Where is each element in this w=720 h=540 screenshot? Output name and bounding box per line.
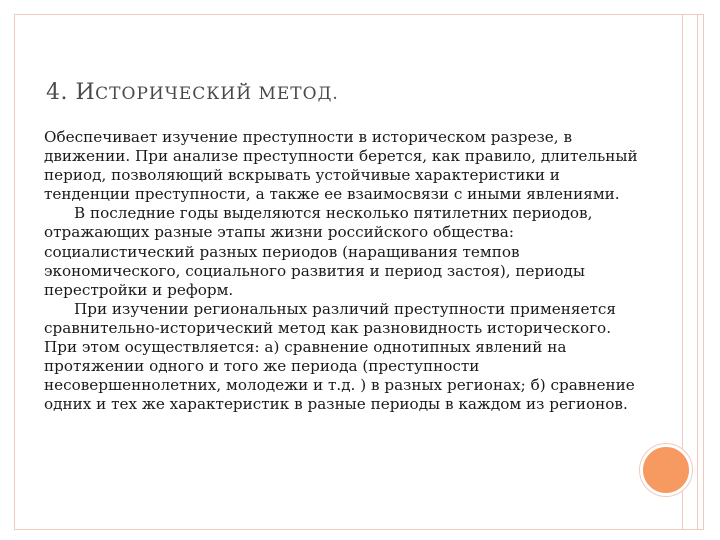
title-first-letter: И	[75, 80, 96, 105]
title-number: 4.	[46, 80, 76, 105]
title-rest: СТОРИЧЕСКИЙ МЕТОД.	[95, 84, 339, 104]
paragraph-3: При изучении региональных различий преступности применяется сравнительно-исторический метод как разновидность исторического. При этом осуществляется: а) сравнение однотипных явлений на протяжении одного и того же периода (преступности несовершеннолетних, молодежи и т.д. ) в разных регионах; б) сравнение одних и тех же характеристик в разные периоды в каждом из регионов.	[44, 299, 635, 414]
paragraph-2: В последние годы выделяются несколько пятилетних периодов, отражающих разные этапы жизни российского общества: социалистический разных периодов (наращивания темпов экономического, социального развития и период застоя), периоды перестройки и реформ.	[44, 204, 593, 299]
slide-body	[44, 128, 644, 414]
paragraph-1: Обеспечивает изучение преступности в историческом разрезе, в движении. При анализе преступности берется, как правило, длительный период, позволяющий вскрывать устойчивые характеристики и тенденции преступности, а также ее взаимосвязи с иными явлениями.	[44, 128, 638, 204]
slide-title	[46, 80, 339, 105]
decorative-circle	[640, 444, 692, 496]
frame-rail-outer	[697, 14, 698, 530]
